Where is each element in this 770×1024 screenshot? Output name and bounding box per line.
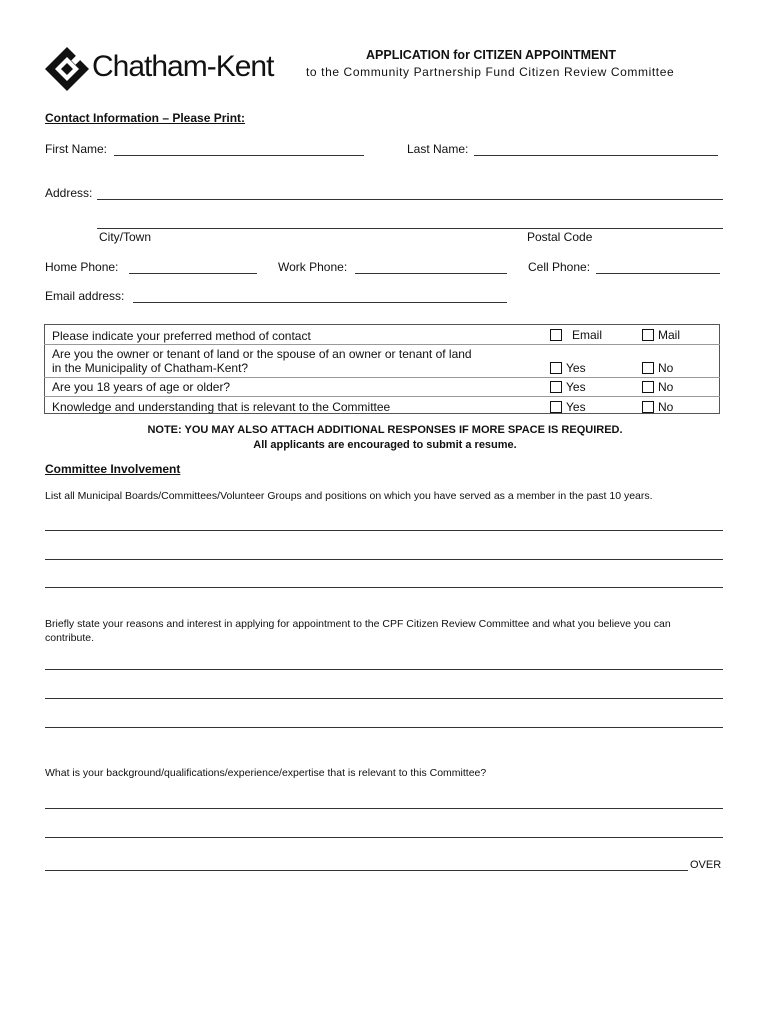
knowledge-yes-option[interactable]: [550, 400, 586, 414]
question-owner-tenant-line2: in the Municipality of Chatham-Kent?: [52, 361, 249, 375]
work-phone-field[interactable]: [355, 273, 507, 274]
question-age: Are you 18 years of age or older?: [52, 380, 231, 394]
yes-label: Yes: [566, 380, 586, 394]
over-label: OVER: [690, 859, 722, 871]
first-name-label: First Name:: [45, 142, 108, 156]
reasons-prompt-line1: Briefly state your reasons and interest in applying for appointment to the CPF Citizen Review Committee and what you believe you can: [45, 618, 671, 630]
postal-code-label: Postal Code: [527, 230, 593, 244]
email-option-label: Email: [572, 328, 603, 342]
address-label: Address:: [45, 186, 93, 200]
age-no-option[interactable]: [642, 380, 673, 394]
mail-option[interactable]: [642, 328, 680, 342]
knowledge-no-option[interactable]: [642, 400, 673, 414]
email-address-field[interactable]: [133, 302, 507, 303]
question-owner-tenant-line1: Are you the owner or tenant of land or the spouse of an owner or tenant of land: [52, 347, 472, 361]
contact-heading: Contact Information – Please Print:: [45, 111, 246, 125]
cell-phone-label: Cell Phone:: [528, 260, 591, 274]
question-knowledge: Knowledge and understanding that is relevant to the Committee: [52, 400, 391, 414]
background-prompt: What is your background/qualifications/experience/expertise that is relevant to this Committee?: [45, 767, 487, 779]
form-title: APPLICATION for CITIZEN APPOINTMENT: [366, 48, 616, 62]
no-label: No: [658, 380, 674, 394]
home-phone-field[interactable]: [129, 273, 257, 274]
email-address-label: Email address:: [45, 289, 125, 303]
reasons-answer-line[interactable]: [45, 669, 723, 670]
no-label: No: [658, 400, 674, 414]
knowledge-no-checkbox[interactable]: [642, 401, 654, 413]
email-checkbox[interactable]: [550, 329, 562, 341]
age-no-checkbox[interactable]: [642, 381, 654, 393]
home-phone-label: Home Phone:: [45, 260, 119, 274]
committee-heading: Committee Involvement: [45, 462, 181, 476]
address-field-line2[interactable]: [97, 228, 723, 229]
age-yes-option[interactable]: [550, 380, 586, 394]
note-line2: All applicants are encouraged to submit a resume.: [253, 439, 517, 451]
work-phone-label: Work Phone:: [278, 260, 348, 274]
knowledge-yes-checkbox[interactable]: [550, 401, 562, 413]
no-label: No: [658, 361, 674, 375]
boards-prompt: List all Municipal Boards/Committees/Volunteer Groups and positions on which you have served as a member in the past 10 years.: [45, 490, 653, 502]
owner-yes-option[interactable]: [550, 361, 586, 375]
email-option[interactable]: [550, 328, 602, 342]
logo-text: Chatham-Kent: [92, 50, 274, 83]
last-name-field[interactable]: [474, 155, 718, 156]
background-answer-line[interactable]: [45, 870, 688, 871]
background-answer-line[interactable]: [45, 808, 723, 809]
cell-phone-field[interactable]: [596, 273, 720, 274]
form-subtitle: to the Community Partnership Fund Citizen Review Committee: [306, 65, 675, 79]
chatham-kent-logo-icon: [44, 46, 90, 92]
mail-checkbox[interactable]: [642, 329, 654, 341]
owner-yes-checkbox[interactable]: [550, 362, 562, 374]
table-divider: [44, 344, 720, 345]
reasons-answer-line[interactable]: [45, 698, 723, 699]
background-answer-line[interactable]: [45, 837, 723, 838]
boards-answer-line[interactable]: [45, 559, 723, 560]
mail-option-label: Mail: [658, 328, 681, 342]
last-name-label: Last Name:: [407, 142, 469, 156]
boards-answer-line[interactable]: [45, 530, 723, 531]
owner-no-checkbox[interactable]: [642, 362, 654, 374]
city-label: City/Town: [99, 230, 152, 244]
owner-no-option[interactable]: [642, 361, 673, 375]
reasons-answer-line[interactable]: [45, 727, 723, 728]
age-yes-checkbox[interactable]: [550, 381, 562, 393]
reasons-prompt-line2: contribute.: [45, 632, 95, 644]
table-divider: [44, 377, 720, 378]
boards-answer-line[interactable]: [45, 587, 723, 588]
address-field[interactable]: [97, 199, 723, 200]
yes-label: Yes: [566, 400, 586, 414]
first-name-field[interactable]: [114, 155, 364, 156]
question-contact-method: Please indicate your preferred method of contact: [52, 329, 311, 343]
note-line1: NOTE: YOU MAY ALSO ATTACH ADDITIONAL RESPONSES IF MORE SPACE IS REQUIRED.: [147, 424, 623, 436]
table-divider: [44, 396, 720, 397]
yes-label: Yes: [566, 361, 586, 375]
